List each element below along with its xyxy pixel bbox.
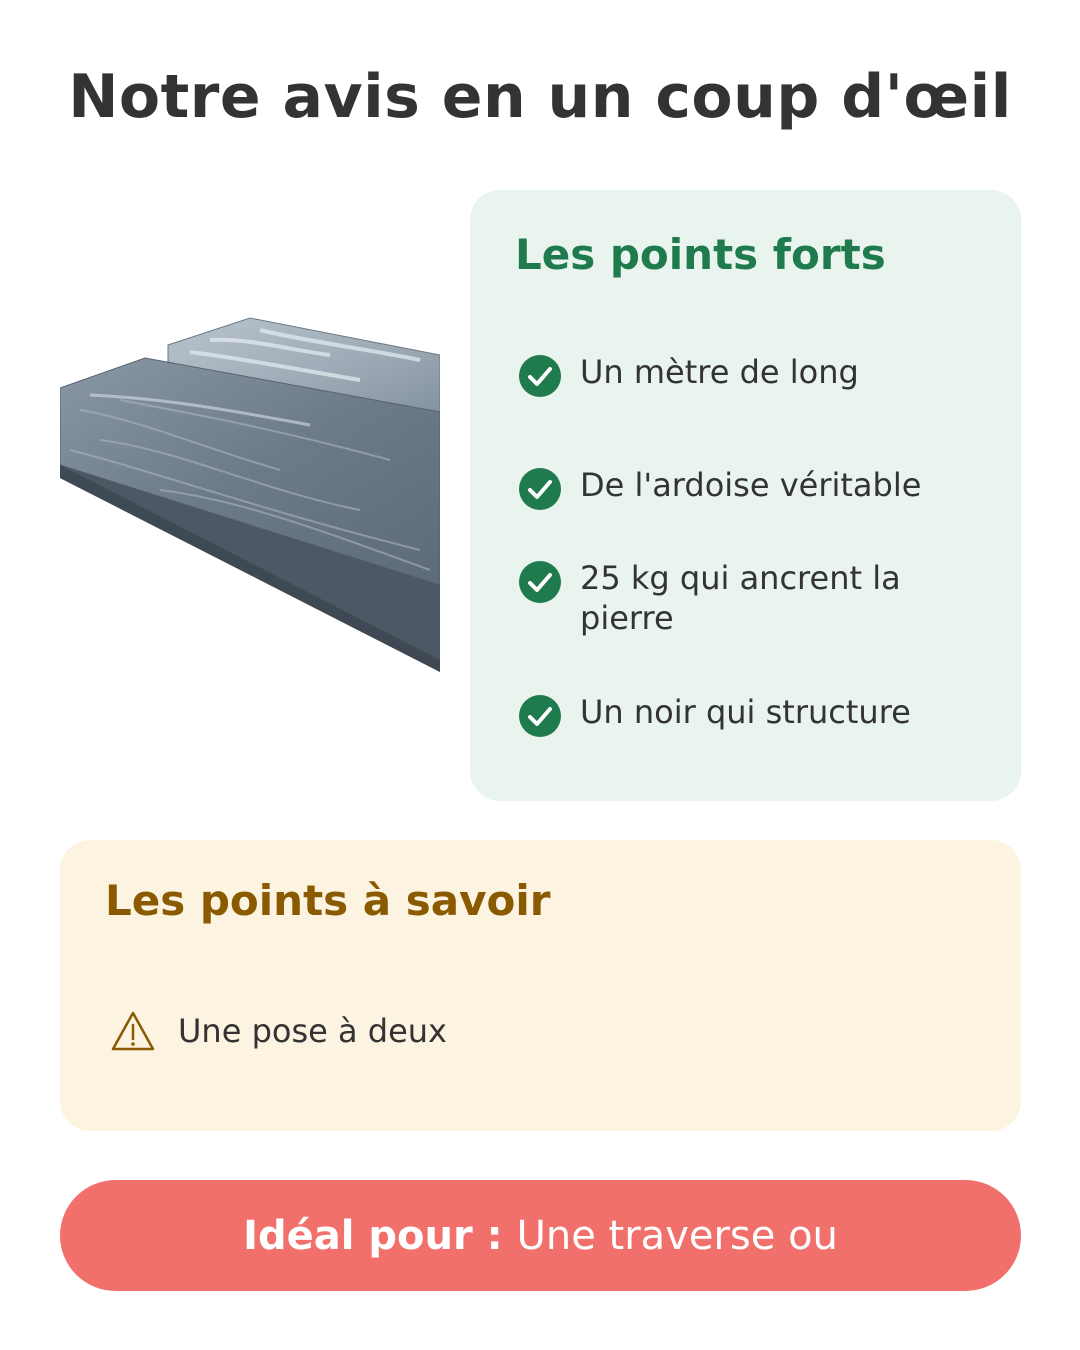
caveat-item — [110, 1010, 447, 1052]
strength-item — [518, 558, 988, 638]
strength-item — [518, 465, 988, 511]
strength-label: 25 kg qui ancrent la pierre — [580, 559, 901, 637]
strength-label: Un noir qui structure — [580, 693, 911, 731]
strength-label: Un mètre de long — [580, 353, 859, 391]
ideal-for-banner — [60, 1180, 1021, 1291]
check-circle-icon — [518, 467, 562, 511]
caveat-label: Une pose à deux — [178, 1012, 447, 1050]
check-circle-icon — [518, 560, 562, 604]
page-title: Notre avis en un coup d'œil — [68, 62, 1012, 132]
ideal-for-value: Une traverse ou — [516, 1212, 838, 1259]
ideal-for-label: Idéal pour : — [243, 1212, 503, 1259]
strength-label: De l'ardoise véritable — [580, 466, 922, 504]
product-image — [60, 300, 440, 690]
strength-item — [518, 352, 988, 398]
strengths-title: Les points forts — [515, 230, 886, 279]
caveats-card — [60, 840, 1021, 1131]
warning-icon — [110, 1010, 156, 1052]
strengths-card — [470, 190, 1021, 801]
check-circle-icon — [518, 354, 562, 398]
check-circle-icon — [518, 694, 562, 738]
caveats-title: Les points à savoir — [105, 876, 551, 925]
strength-item — [518, 692, 988, 738]
